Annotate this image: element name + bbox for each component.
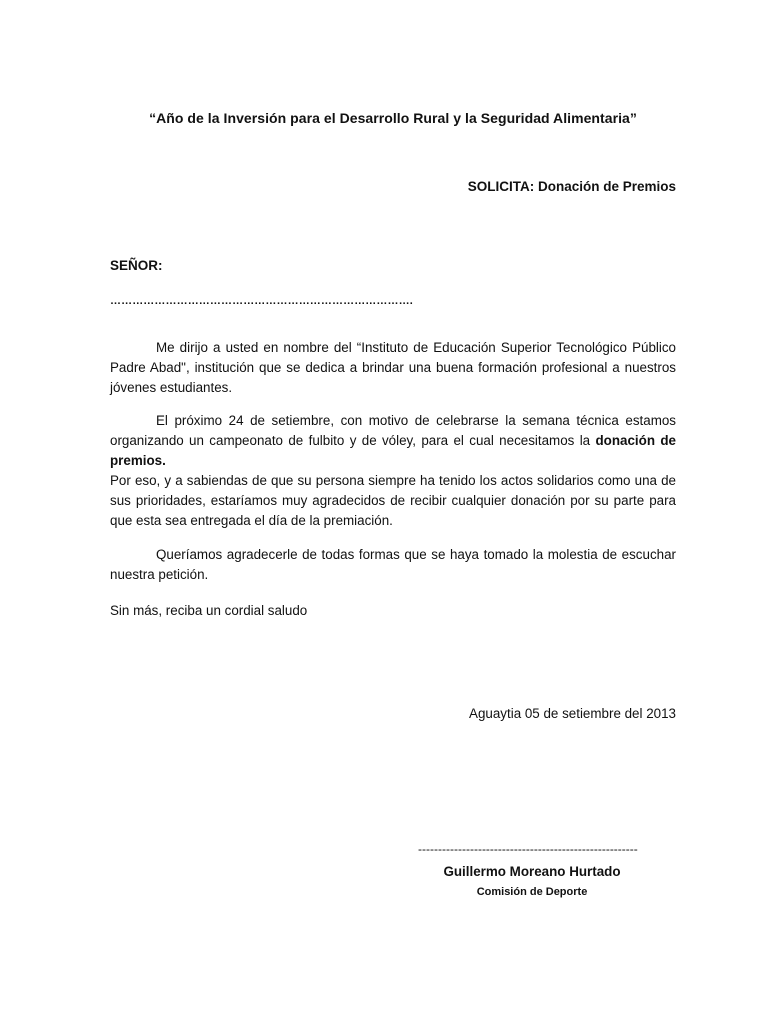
paragraph-thanks-text: Queríamos agradecerle de todas formas que se haya tomado la molestia de escuchar nuestra petición.	[110, 547, 676, 582]
paragraph-request-continuation: Por eso, y a sabiendas de que su persona siempre ha tenido los actos solidarios como una de sus prioridades, estaríamos muy agradecidos de recibir cualquier donación por su parte para que esta sea entregada el día de la premiación.	[110, 473, 676, 528]
signer-name: Guillermo Moreano Hurtado	[443, 864, 621, 879]
paragraph-request-bold: donación de premios.	[110, 433, 676, 468]
paragraph-thanks	[110, 545, 676, 585]
paragraph-request-start: El próximo 24 de setiembre, con motivo de celebrarse la semana técnica estamos organizando un campeonato de fulbito y de vóley, para el cual necesitamos la	[110, 413, 676, 448]
paragraph-introduction-text: Me dirijo a usted en nombre del “Instituto de Educación Superior Tecnológico Público Padre Abad", institución que se dedica a brindar una buena formación profesional a nuestros jóvenes estudiantes.	[110, 340, 676, 395]
year-title: “Año de la Inversión para el Desarrollo Rural y la Seguridad Alimentaria”	[149, 110, 637, 126]
paragraph-request-text	[110, 411, 676, 471]
addressee-blank-line: ……………………………………………………………………….	[110, 295, 413, 307]
paragraph-request	[110, 411, 676, 531]
closing-salutation-text: Sin más, reciba un cordial saludo	[110, 603, 308, 618]
addressee-label: SEÑOR:	[110, 258, 163, 273]
request-subject: SOLICITA: Donación de Premios	[467, 179, 676, 194]
paragraph-introduction	[110, 338, 676, 398]
signer-role: Comisión de Deporte	[476, 886, 588, 898]
place-date: Aguaytia 05 de setiembre del 2013	[469, 706, 676, 721]
signature-line: -------------------------------------------------------	[418, 842, 638, 856]
closing-salutation	[110, 601, 676, 621]
